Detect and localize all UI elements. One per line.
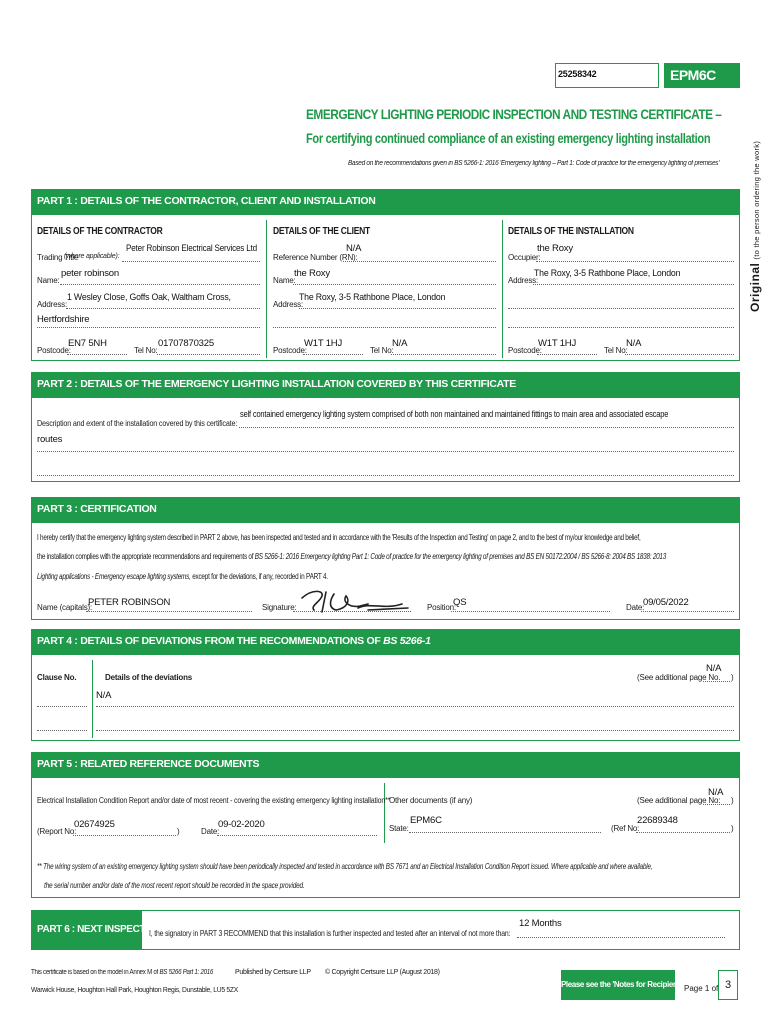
serial-number: 25258342 (558, 69, 597, 79)
installation-address-line-1 (533, 284, 734, 285)
position-field[interactable]: QS (453, 597, 467, 608)
part4-heading (31, 629, 740, 654)
form-code-badge (664, 63, 740, 88)
contractor-tel-field[interactable]: 01707870325 (158, 338, 214, 349)
installation-tel-label: Tel No: (604, 346, 628, 355)
report-no-line (73, 835, 176, 836)
ref-no-close: ) (731, 824, 734, 833)
form-code: EPM6C (670, 67, 716, 83)
description-field-2[interactable]: routes (37, 434, 63, 445)
client-heading: DETAILS OF THE CLIENT (273, 226, 370, 237)
side-label-small: (to the person ordering the work) (752, 140, 761, 260)
client-tel-label: Tel No: (370, 346, 394, 355)
page-label: Page 1 of (684, 984, 719, 993)
part6-heading: PART 6 : NEXT INSPECTION (31, 910, 142, 950)
ref-no-label: (Ref No: (611, 824, 640, 833)
description-line-3 (37, 475, 734, 476)
part1-heading: PART 1 : DETAILS OF THE CONTRACTOR, CLIENT AND INSTALLATION (31, 189, 740, 214)
other-documents-label: Other documents (if any) (389, 796, 473, 805)
occupier-field[interactable]: the Roxy (537, 243, 573, 254)
next-inspection-field[interactable]: 12 Months (519, 918, 562, 929)
contractor-name-field[interactable]: peter robinson (61, 268, 119, 279)
contractor-address-field-1[interactable]: 1 Wesley Close, Goffs Oak, Waltham Cross, (67, 292, 231, 303)
clause-line-2 (37, 730, 87, 731)
other-additional-line (703, 804, 730, 805)
part4-heading-text: PART 4 : DETAILS OF DEVIATIONS FROM THE RECOMMENDATIONS OF (37, 635, 381, 647)
other-additional-close: ) (731, 796, 734, 805)
wiring-footnote-1: ** The wiring system of an existing emergency lighting system should have been periodically inspected and tested in accordance with BS 7671 and an Electrical Installation Condition Report issued. Where applicable and where available, (37, 862, 653, 871)
deviation-field[interactable]: N/A (96, 690, 112, 701)
footer-address: Warwick House, Houghton Hall Park, Houghton Regis, Dunstable, LU5 5ZX (31, 985, 238, 994)
client-name-line (293, 284, 496, 285)
footer-model-note (31, 969, 213, 976)
part5-divider (384, 783, 385, 843)
client-postcode-label: Postcode: (273, 346, 307, 355)
page-total: 3 (724, 979, 732, 991)
trading-title-hint: (where applicable): (64, 253, 120, 260)
eicr-date-label: Date: (201, 827, 220, 836)
part4-divider (92, 660, 93, 738)
contractor-name-label: Name: (37, 276, 60, 285)
certification-text-2 (37, 552, 666, 561)
ref-no-field[interactable]: 22689348 (637, 815, 678, 826)
part1-divider-1 (266, 220, 267, 358)
eicr-date-field[interactable]: 09-02-2020 (218, 819, 265, 830)
client-address-field[interactable]: The Roxy, 3-5 Rathbone Place, London (299, 292, 446, 303)
client-tel-line (391, 354, 496, 355)
description-line-2 (37, 451, 734, 452)
deviation-line-2 (96, 730, 734, 731)
contractor-address-label: Address: (37, 300, 67, 309)
contractor-postcode-field[interactable]: EN7 5NH (68, 338, 107, 349)
description-line-1 (239, 427, 734, 428)
contractor-address-field-2[interactable]: Hertfordshire (37, 314, 90, 325)
client-reference-field[interactable]: N/A (346, 243, 362, 254)
installation-address-field[interactable]: The Roxy, 3-5 Rathbone Place, London (534, 268, 681, 279)
part3-heading: PART 3 : CERTIFICATION (31, 497, 740, 522)
state-label: State: (389, 824, 409, 833)
contractor-name-line (60, 284, 260, 285)
installation-heading: DETAILS OF THE INSTALLATION (508, 226, 634, 237)
footer-model-text: This certificate is based on the model in Annex M of (31, 969, 159, 976)
cert-name-label: Name (capitals): (37, 603, 93, 612)
position-label: Position: (427, 603, 456, 612)
signature-image[interactable] (298, 586, 414, 614)
deviation-additional-close: ) (731, 673, 734, 682)
deviation-additional-field[interactable]: N/A (706, 663, 722, 674)
trading-title-field[interactable]: Peter Robinson Electrical Services Ltd (126, 243, 257, 253)
installation-postcode-label: Postcode: (508, 346, 542, 355)
client-address-label: Address: (273, 300, 303, 309)
contractor-tel-line (157, 354, 260, 355)
footer-model-standard: BS 5266 Part 1: 2016 (159, 969, 214, 976)
contractor-address-line-2 (37, 327, 260, 328)
clause-line-1 (37, 706, 87, 707)
installation-tel-line (625, 354, 734, 355)
client-address-line-2 (273, 327, 496, 328)
client-reference-label: Reference Number (RN): (273, 253, 358, 262)
client-postcode-line (303, 354, 363, 355)
part2-heading: PART 2 : DETAILS OF THE EMERGENCY LIGHTING INSTALLATION COVERED BY THIS CERTIFICATE (31, 372, 740, 397)
certification-text-2-plain: the installation complies with the appropriate recommendations and requirements of (37, 552, 254, 561)
part4-box (31, 654, 740, 741)
contractor-postcode-line (67, 354, 127, 355)
page-total-box (718, 970, 738, 1000)
wiring-footnote-2: the serial number and/or date of the most recent report should be recorded in the space provided. (44, 881, 305, 890)
client-postcode-field[interactable]: W1T 1HJ (304, 338, 343, 349)
description-label: Description and extent of the installation covered by this certificate: (37, 419, 238, 428)
certification-text-3-standard: Lighting applications - Emergency escape lighting systems, (37, 572, 191, 581)
deviation-line-1 (96, 706, 734, 707)
part5-heading: PART 5 : RELATED REFERENCE DOCUMENTS (31, 752, 740, 777)
installation-address-label: Address: (508, 276, 538, 285)
contractor-postcode-label: Postcode: (37, 346, 71, 355)
trading-title-label: Trading Title (37, 253, 79, 262)
installation-address-line-3 (508, 327, 734, 328)
installation-postcode-field[interactable]: W1T 1HJ (538, 338, 577, 349)
cert-date-label: Date: (626, 603, 645, 612)
part4-heading-standard: BS 5266-1 (383, 635, 431, 647)
certification-text-2-standard: BS 5266-1: 2016 Emergency lighting Part 1: Code of practice for the emergency lighting of premises and BS EN 50172:2004 / BS 5266-8: 2004 BS 1838: 2013 (254, 552, 667, 561)
occupier-line (536, 261, 734, 262)
report-no-label: (Report No: (37, 827, 77, 836)
serial-number-box (555, 63, 659, 88)
side-label-bold: Original (748, 262, 762, 312)
certification-text-3-plain: except for the deviations, if any, recorded in PART 4. (192, 572, 328, 581)
footer-published: Published by Certsure LLP (235, 969, 311, 976)
cert-name-field[interactable]: PETER ROBINSON (88, 597, 171, 608)
occupier-label: Occupier: (508, 253, 541, 262)
basis-note: Based on the recommendations given in BS 5266-1: 2016 'Emergency lighting – Part 1: Code of practice for the emergency lighting of premises' (348, 160, 720, 167)
deviation-additional-label: (See additional page No. (637, 673, 721, 682)
client-name-field[interactable]: the Roxy (294, 268, 330, 279)
page-title: EMERGENCY LIGHTING PERIODIC INSPECTION AND TESTING CERTIFICATE – (306, 106, 722, 122)
other-additional-label: (See additional page No: (637, 796, 721, 805)
side-label (748, 12, 762, 312)
deviation-additional-line (703, 681, 730, 682)
state-line (409, 832, 601, 833)
eicr-date-line (217, 835, 377, 836)
signature-label: Signature: (262, 603, 297, 612)
position-line (451, 611, 610, 612)
client-tel-field[interactable]: N/A (392, 338, 408, 349)
notes-for-recipient-label: Please see the 'Notes for Recipient' (561, 980, 682, 989)
report-no-field[interactable]: 02674925 (74, 819, 115, 830)
cert-date-line (641, 611, 734, 612)
ref-no-line (636, 832, 730, 833)
cert-name-line (86, 611, 252, 612)
page-subtitle: For certifying continued compliance of an existing emergency lighting installation (306, 131, 711, 146)
cert-date-field[interactable]: 09/05/2022 (643, 597, 689, 608)
client-name-label: Name: (273, 276, 296, 285)
certification-text-1: I hereby certify that the emergency lighting system described in PART 2 above, has been inspected and tested and in accordance with the 'Results of the Inspection and Testing' on page 2, and to the best of my/our knowledge and belief, (37, 533, 641, 542)
installation-postcode-line (537, 354, 597, 355)
contractor-tel-label: Tel No: (134, 346, 158, 355)
client-reference-line (343, 261, 496, 262)
installation-address-line-2 (508, 308, 734, 309)
clause-no-label: Clause No. (37, 673, 77, 682)
eicr-label: Electrical Installation Condition Report and/or date of most recent - covering the existing emergency lighting installation** (37, 796, 391, 805)
trading-title-line (122, 261, 260, 262)
next-inspection-text: I, the signatory in PART 3 RECOMMEND that this installation is further inspected and tested after an interval of not more than: (149, 929, 511, 938)
client-address-line-1 (299, 308, 496, 309)
installation-tel-field[interactable]: N/A (626, 338, 642, 349)
state-field[interactable]: EPM6C (410, 815, 442, 826)
description-field-1[interactable]: self contained emergency lighting system comprised of both non maintained and maintained fittings to main area and associated escape (240, 409, 669, 419)
part1-divider-2 (502, 220, 503, 358)
certification-text-3 (37, 572, 328, 581)
contractor-address-line-1 (66, 308, 260, 309)
next-inspection-line (517, 937, 725, 938)
deviation-details-label: Details of the deviations (105, 673, 193, 682)
footer-copyright: © Copyright Certsure LLP (August 2018) (325, 969, 440, 976)
other-additional-field[interactable]: N/A (708, 787, 724, 798)
contractor-heading: DETAILS OF THE CONTRACTOR (37, 226, 163, 237)
notes-for-recipient-button[interactable] (561, 970, 682, 1000)
report-no-close: ) (177, 827, 180, 836)
